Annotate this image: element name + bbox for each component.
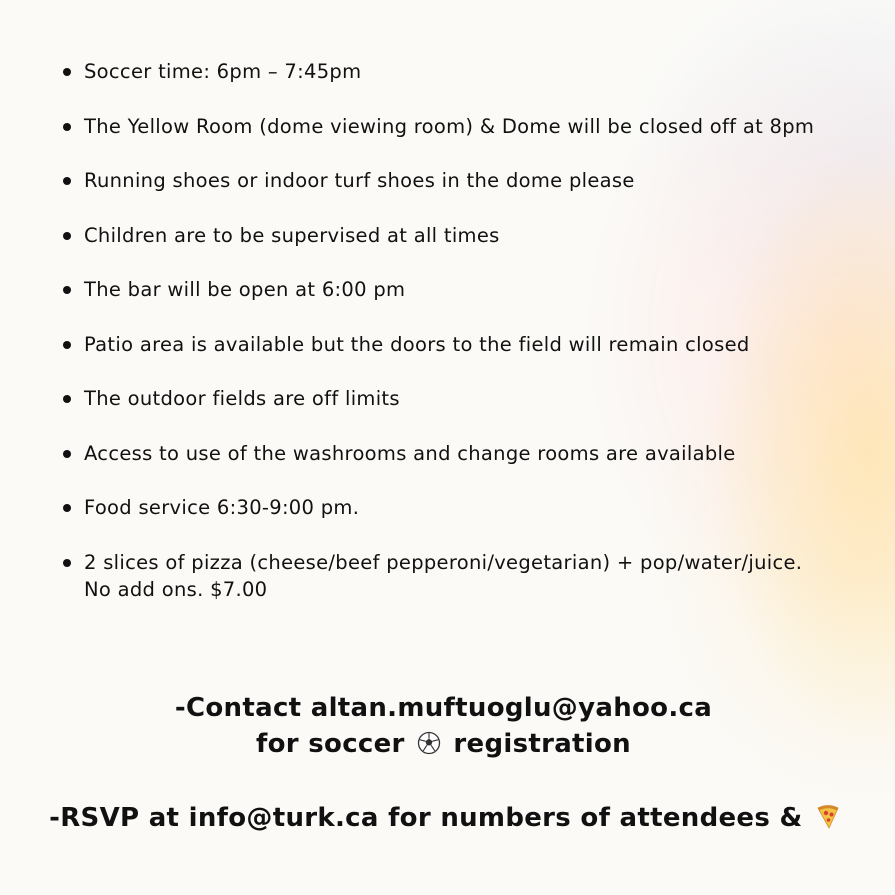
rsvp-text: -RSVP at info@turk.ca for numbers of attendees &: [49, 803, 803, 833]
bullet-dot: [63, 232, 71, 240]
bullet-dot: [63, 504, 71, 512]
bullet-text: Patio area is available but the doors to the field will remain closed: [84, 332, 750, 356]
contact-block: [0, 690, 887, 765]
bullet-soccer-time: [62, 58, 832, 86]
rsvp-block: [0, 800, 893, 839]
bullet-text: The outdoor fields are off limits: [84, 387, 400, 410]
contact-registration-line: [0, 726, 887, 765]
contact-line-after-icon: registration: [453, 729, 631, 759]
info-bullet-list: [62, 58, 832, 631]
bullet-patio: [62, 331, 832, 359]
bullet-text: The bar will be open at 6:00 pm: [84, 278, 406, 301]
contact-line-before-icon: for soccer: [256, 729, 405, 759]
bullet-text: Food service 6:30-9:00 pm.: [84, 496, 360, 519]
bullet-text: 2 slices of pizza (cheese/beef pepperoni/vegetarian) + pop/water/juice. No add ons. $7.00: [84, 550, 803, 601]
bullet-dot: [63, 450, 71, 458]
bullet-pizza: [62, 549, 832, 604]
bullet-food-service: [62, 494, 832, 522]
bullet-dot: [63, 559, 71, 567]
bullet-shoes: [62, 167, 832, 195]
bullet-text: Soccer time: 6pm – 7:45pm: [84, 60, 362, 83]
bullet-children: [62, 222, 832, 250]
bullet-dot: [63, 68, 71, 76]
bullet-bar: [62, 276, 832, 304]
bullet-text: Children are to be supervised at all times: [84, 223, 500, 247]
bullet-text: The Yellow Room (dome viewing room) & Dome will be closed off at 8pm: [84, 114, 815, 138]
bullet-dot: [63, 177, 71, 185]
bullet-dot: [63, 395, 71, 403]
bullet-text: Running shoes or indoor turf shoes in the dome please: [84, 169, 635, 192]
bullet-dot: [63, 286, 71, 294]
soccer-ball-icon: [417, 729, 441, 765]
bullet-outdoor-fields: [62, 385, 832, 413]
bullet-dot: [63, 123, 71, 131]
pizza-slice-icon: [815, 803, 841, 839]
bullet-yellow-room: [62, 113, 832, 141]
contact-email-line: -Contact altan.muftuoglu@yahoo.ca: [174, 693, 713, 723]
bullet-text: Access to use of the washrooms and change rooms are available: [84, 441, 736, 465]
bullet-washrooms: [62, 440, 832, 468]
bullet-dot: [63, 341, 71, 349]
